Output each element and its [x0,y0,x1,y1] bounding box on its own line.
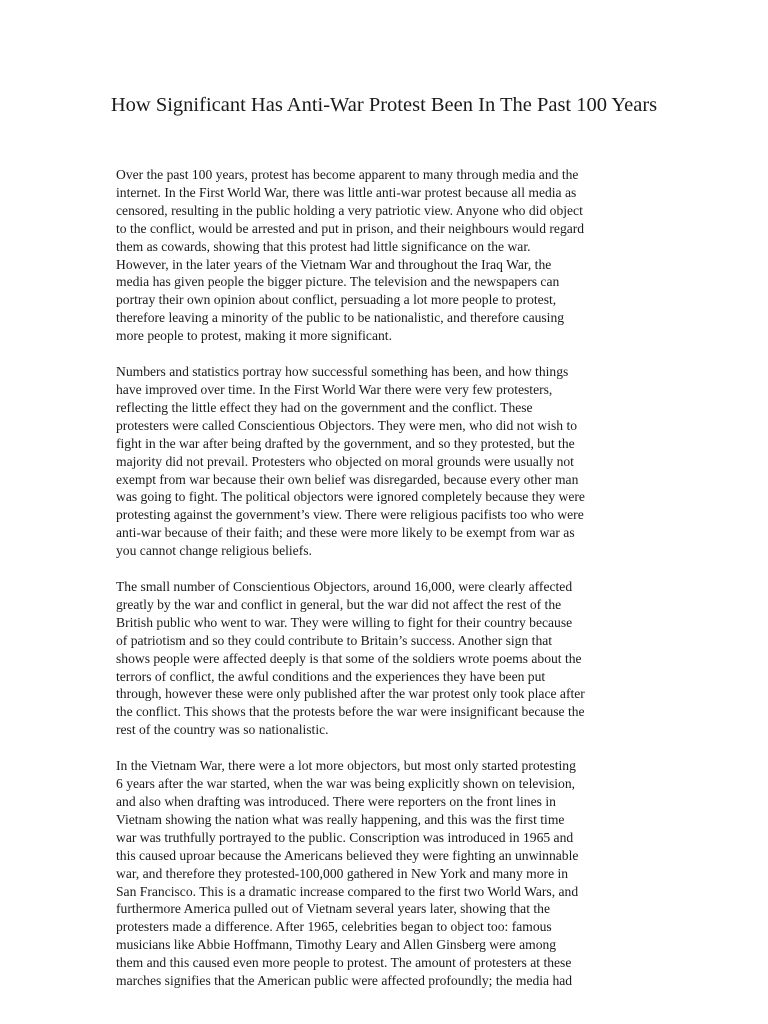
paragraph-line: more people to protest, making it more significant. [116,328,392,344]
paragraph-line: majority did not prevail. Protesters who objected on moral grounds were usually not [116,453,574,469]
paragraph [116,757,656,990]
paragraph-line: Over the past 100 years, protest has become apparent to many through media and the [116,167,579,182]
paragraph-line: In the Vietnam War, there were a lot more objectors, but most only started protesting [116,758,576,774]
paragraph-line: you cannot change religious beliefs. [116,543,312,559]
paragraph-line: war, and therefore they protested-100,000 gathered in New York and many more in [116,865,569,881]
paragraph-line: of patriotism and so they could contribute to Britain’s success. Another sign that [116,632,553,648]
paragraph-line: internet. In the First World War, there was little anti-war protest because all media as [116,184,577,200]
paragraph-line: The small number of Conscientious Objectors, around 16,000, were clearly affected [116,579,573,595]
document-title: How Significant Has Anti-War Protest Been In The Past 100 Years [110,94,658,116]
paragraph-line: Vietnam showing the nation what was really happening, and this was the first time [116,811,565,827]
paragraph-line: them and this caused even more people to protest. The amount of protesters at these [116,955,572,971]
paragraph-line: greatly by the war and conflict in general, but the war did not affect the rest of the [116,596,562,612]
paragraph-line: terrors of conflict, the awful conditions and the experiences they have been put [116,668,546,684]
paragraph-line: protesters made a difference. After 1965, celebrities began to object too: famous [116,919,552,935]
paragraph-line: them as cowards, showing that this protest had little significance on the war. [116,238,531,254]
paragraph-line: However, in the later years of the Vietnam War and throughout the Iraq War, the [116,256,552,272]
paragraph-line: shows people were affected deeply is that some of the soldiers wrote poems about the [116,650,582,666]
paragraph-line: and also when drafting was introduced. There were reporters on the front lines in [116,794,556,809]
paragraph-line: San Francisco. This is a dramatic increase compared to the first two World Wars, and [116,883,579,899]
paragraph-line: furthermore America pulled out of Vietnam several years later, showing that the [116,901,550,917]
paragraph [116,166,656,345]
paragraph-line: portray their own opinion about conflict, persuading a lot more people to protest, [116,292,557,308]
paragraph-line: the conflict. This shows that the protests before the war were insignificant because the [116,704,585,720]
paragraph-line: was going to fight. The political objectors were ignored completely because they were [116,489,585,505]
document-body [116,166,656,1008]
paragraph-line: fight in the war after being drafted by the government, and so they protested, but the [116,435,575,451]
paragraph-line: protesters were called Conscientious Objectors. They were men, who did not wish to [116,417,578,433]
paragraph-line: anti-war because of their faith; and these were more likely to be exempt from war as [116,525,575,541]
paragraph-line: Numbers and statistics portray how successful something has been, and how things [116,364,569,380]
paragraph-line: have improved over time. In the First World War there were very few protesters, [116,381,553,397]
paragraph [116,363,656,560]
paragraph [116,578,656,739]
paragraph-line: media has given people the bigger picture. The television and the newspapers can [116,274,560,290]
paragraph-line: exempt from war because their own belief was disregarded, because every other man [116,471,579,487]
paragraph-line: musicians like Abbie Hoffmann, Timothy Leary and Allen Ginsberg were among [116,937,557,953]
paragraph-line: 6 years after the war started, when the war was being explicitly shown on television, [116,776,576,792]
paragraph-line: censored, resulting in the public holding a very patriotic view. Anyone who did object [116,202,583,218]
paragraph-line: reflecting the little effect they had on the government and the conflict. These [116,399,533,415]
paragraph-line: war was truthfully portrayed to the public. Conscription was introduced in 1965 and [116,829,574,845]
paragraph-line: therefore leaving a minority of the public to be nationalistic, and therefore causing [116,310,565,326]
paragraph-line: rest of the country was so nationalistic. [116,722,329,738]
paragraph-line: through, however these were only published after the war protest only took place after [116,686,585,702]
paragraph-line: British public who went to war. They were willing to fight for their country because [116,614,573,630]
paragraph-line: protesting against the government’s view. There were religious pacifists too who were [116,507,584,523]
paragraph-line: marches signifies that the American public were affected profoundly; the media had [116,973,573,989]
paragraph-line: this caused uproar because the Americans believed they were fighting an unwinnable [116,847,579,863]
paragraph-line: to the conflict, would be arrested and put in prison, and their neighbours would regard [116,220,585,236]
